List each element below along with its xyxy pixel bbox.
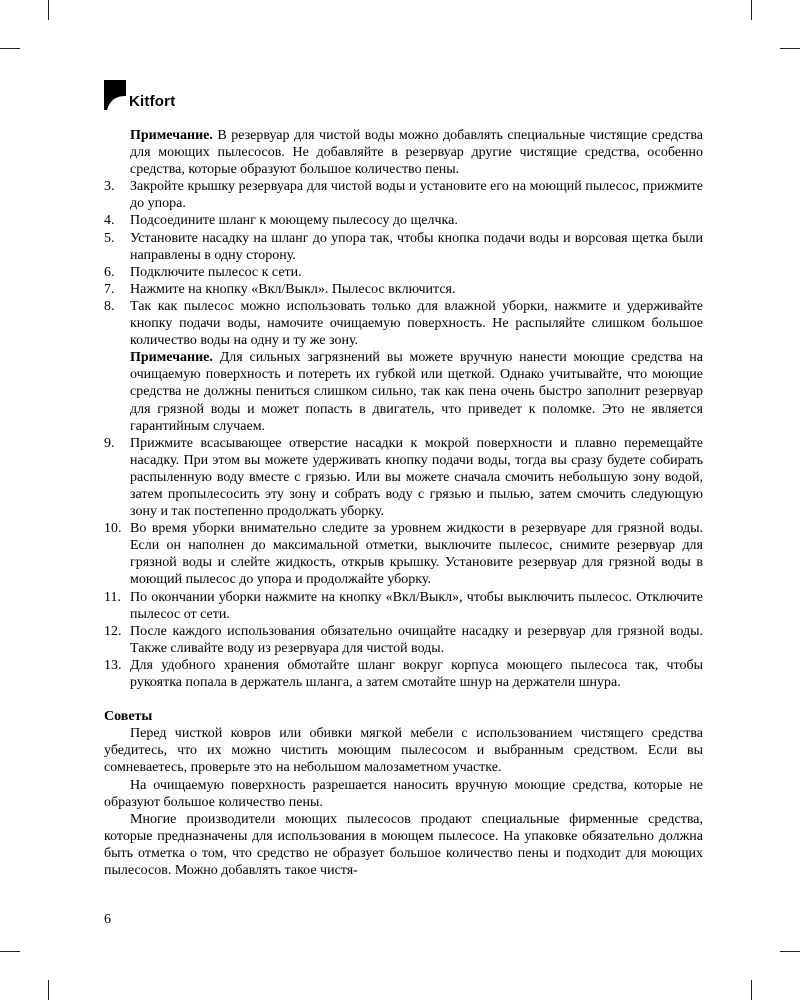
- list-item: [104, 657, 703, 691]
- list-item: [104, 230, 703, 264]
- list-item: [104, 264, 703, 281]
- list-text: Нажмите на кнопку «Вкл/Выкл». Пылесос включится.: [130, 281, 456, 297]
- note-label: Примечание.: [130, 128, 213, 143]
- list-number: 3.: [104, 179, 115, 195]
- list-number: 6.: [104, 264, 115, 280]
- crop-mark: [48, 0, 49, 20]
- list-number: 13.: [104, 657, 122, 673]
- list-item: [104, 212, 703, 229]
- page-content: [104, 127, 703, 879]
- list-item: [104, 298, 703, 349]
- list-text: Закройте крышку резервуара для чистой воды и установите его на моющий пылесос, прижмите до упора.: [130, 179, 703, 212]
- paragraph: Перед чисткой ковров или обивки мягкой мебели с использованием чистящего средства убедитесь, что их можно чистить моющим пылесосом и выбранным средством. Если вы сомневаетесь, проверьте это на небольшом малозаметном участке.: [104, 726, 703, 776]
- crop-mark: [0, 48, 20, 49]
- section-heading: Советы: [104, 709, 153, 725]
- list-item: [104, 623, 703, 657]
- brand-logo: [104, 80, 175, 110]
- list-number: 11.: [104, 589, 121, 605]
- list-text: Для удобного хранения обмотайте шланг вокруг корпуса моющего пылесоса так, чтобы рукоятка попала в держатель шланга, а затем смотайте шнур на держатели шнура.: [130, 657, 703, 690]
- crop-mark: [751, 0, 752, 20]
- crop-mark: [780, 951, 800, 952]
- crop-mark: [780, 48, 800, 49]
- list-number: 5.: [104, 230, 115, 246]
- list-number: 4.: [104, 213, 115, 229]
- list-number: 12.: [104, 623, 122, 639]
- list-item: [104, 281, 703, 298]
- list-text: По окончании уборки нажмите на кнопку «Вкл/Выкл», чтобы выключить пылесос. Отключите пылесос от сети.: [130, 589, 703, 622]
- paragraph: Многие производители моющих пылесосов продают специальные фирменные средства, которые предназначены для использования в моющем пылесосе. На упаковке обязательно должна быть отметка о том, что средство не образует большое количество пены и подходит для моющих пылесосов. Можно добавлять такое чистя-: [104, 811, 703, 879]
- kitfort-logo-icon: [104, 80, 126, 110]
- list-text: Подключите пылесос к сети.: [130, 264, 302, 280]
- list-text: Подсоедините шланг к моющему пылесосу до щелчка.: [130, 213, 458, 229]
- note-label: Примечание.: [130, 350, 213, 366]
- list-text: Так как пылесос можно использовать только для влажной уборки, нажмите и удерживайте кнопку подачи воды, намочите очищаемую поверхность. Не распыляйте слишком большое количество воды на одну и ту же зону.: [130, 298, 703, 349]
- crop-mark: [751, 980, 752, 1000]
- list-text: Во время уборки внимательно следите за уровнем жидкости в резервуаре для грязной воды. Если он наполнен до максимальной отметки, выключите пылесос, снимите резервуар для грязной воды и слейте жидкость, открыв крышку. Установите резервуар для грязной воды в моющий пылесос до упора и продолжайте уборку.: [130, 521, 703, 588]
- list-number: 8.: [104, 298, 115, 314]
- list-item: [104, 520, 703, 588]
- note-block: [104, 127, 703, 178]
- list-text: После каждого использования обязательно очищайте насадку и резервуар для грязной воды. Также сливайте воду из резервуара для чистой воды.: [130, 623, 703, 656]
- crop-mark: [48, 980, 49, 1000]
- note-text: Для сильных загрязнений вы можете вручную нанести моющие средства на очищаемую поверхность и потереть их губкой или щеткой. Однако учитывайте, что моющие средства не должны пениться слишком сильно, так как пена очень быстро заполнит резервуар для грязной воды и может попасть в двигатель, что приведет к поломке. Это не является гарантийным случаем.: [130, 350, 703, 434]
- list-number: 9.: [104, 435, 115, 451]
- note-block: [104, 349, 703, 434]
- list-item: [104, 435, 703, 520]
- list-number: 7.: [104, 281, 115, 297]
- list-item: [104, 178, 703, 212]
- section-spacer: [104, 691, 703, 708]
- page-number: 6: [104, 912, 111, 927]
- brand-name: Kitfort: [129, 93, 176, 110]
- paragraph: На очищаемую поверхность разрешается наносить вручную моющие средства, которые не образуют большое количество пены.: [104, 777, 703, 810]
- crop-mark: [0, 951, 20, 952]
- list-text: Прижмите всасывающее отверстие насадки к мокрой поверхности и плавно перемещайте насадку. При этом вы можете удерживать кнопку подачи воды, тогда вы сразу будете собирать распыленную воду вместе с грязью. Или вы можете сначала смочить небольшую зону водой, затем пропылесосить эту зону и собрать воду с грязью и пылью, затем смочить следующую зону и так постепенно продолжать уборку.: [130, 435, 703, 520]
- list-text: Установите насадку на шланг до упора так, чтобы кнопка подачи воды и ворсовая щетка были направлены в одну сторону.: [130, 230, 703, 263]
- list-number: 10.: [104, 521, 122, 537]
- list-item: [104, 589, 703, 623]
- note-text: В резервуар для чистой воды можно добавлять специальные чистящие средства для моющих пылесосов. Не добавляйте в резервуар другие чистящие средства, особенно средства, которые образуют большое количество пены.: [130, 128, 703, 178]
